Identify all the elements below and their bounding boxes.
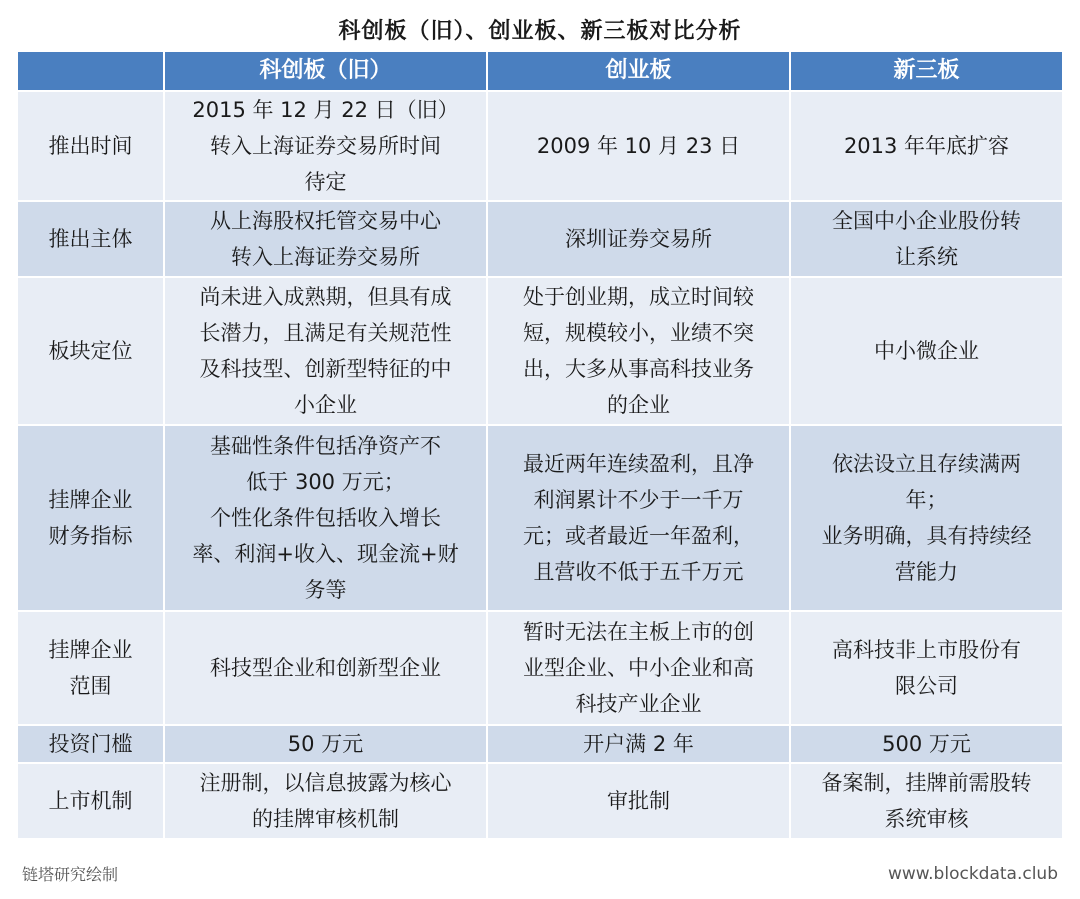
header-corner [17, 51, 164, 91]
cell-neeq: 依法设立且存续满两 年； 业务明确，具有持续经 营能力 [790, 425, 1063, 611]
cell-chinext: 开户满 2 年 [487, 725, 790, 763]
header-star-market: 科创板（旧） [164, 51, 487, 91]
cell-star-market: 2015 年 12 月 22 日（旧） 转入上海证券交易所时间 待定 [164, 91, 487, 201]
cell-neeq: 500 万元 [790, 725, 1063, 763]
comparison-table [16, 50, 1064, 840]
table-row [17, 91, 1063, 201]
cell-star-market: 尚未进入成熟期，但具有成 长潜力，且满足有关规范性 及科技型、创新型特征的中 小企业 [164, 277, 487, 425]
row-label: 板块定位 [17, 277, 164, 425]
cell-neeq: 中小微企业 [790, 277, 1063, 425]
row-label: 挂牌企业 范围 [17, 611, 164, 725]
cell-chinext: 2009 年 10 月 23 日 [487, 91, 790, 201]
cell-neeq: 2013 年年底扩容 [790, 91, 1063, 201]
row-label: 推出主体 [17, 201, 164, 277]
table-row [17, 611, 1063, 725]
cell-neeq: 高科技非上市股份有 限公司 [790, 611, 1063, 725]
cell-chinext: 暂时无法在主板上市的创 业型企业、中小企业和高 科技产业企业 [487, 611, 790, 725]
cell-star-market: 科技型企业和创新型企业 [164, 611, 487, 725]
site-url: www.blockdata.club [888, 864, 1058, 884]
cell-neeq: 全国中小企业股份转 让系统 [790, 201, 1063, 277]
cell-neeq: 备案制，挂牌前需股转 系统审核 [790, 763, 1063, 839]
header-chinext: 创业板 [487, 51, 790, 91]
row-label: 挂牌企业 财务指标 [17, 425, 164, 611]
cell-star-market: 50 万元 [164, 725, 487, 763]
row-label: 推出时间 [17, 91, 164, 201]
table-row [17, 201, 1063, 277]
row-label: 投资门槛 [17, 725, 164, 763]
cell-star-market: 从上海股权托管交易中心 转入上海证券交易所 [164, 201, 487, 277]
table-row [17, 277, 1063, 425]
table-row [17, 725, 1063, 763]
table-row [17, 425, 1063, 611]
cell-chinext: 审批制 [487, 763, 790, 839]
table-row [17, 763, 1063, 839]
cell-star-market: 基础性条件包括净资产不 低于 300 万元； 个性化条件包括收入增长 率、利润+收入、现金流+财 务等 [164, 425, 487, 611]
cell-chinext: 最近两年连续盈利，且净 利润累计不少于一千万 元；或者最近一年盈利， 且营收不低于五千万元 [487, 425, 790, 611]
cell-star-market: 注册制，以信息披露为核心 的挂牌审核机制 [164, 763, 487, 839]
page-title: 科创板（旧）、创业板、新三板对比分析 [338, 19, 742, 44]
row-label: 上市机制 [17, 763, 164, 839]
cell-chinext: 深圳证券交易所 [487, 201, 790, 277]
header-neeq: 新三板 [790, 51, 1063, 91]
cell-chinext: 处于创业期，成立时间较 短，规模较小，业绩不突 出，大多从事高科技业务 的企业 [487, 277, 790, 425]
header-row [17, 51, 1063, 91]
source-note: 链塔研究绘制 [22, 865, 119, 884]
